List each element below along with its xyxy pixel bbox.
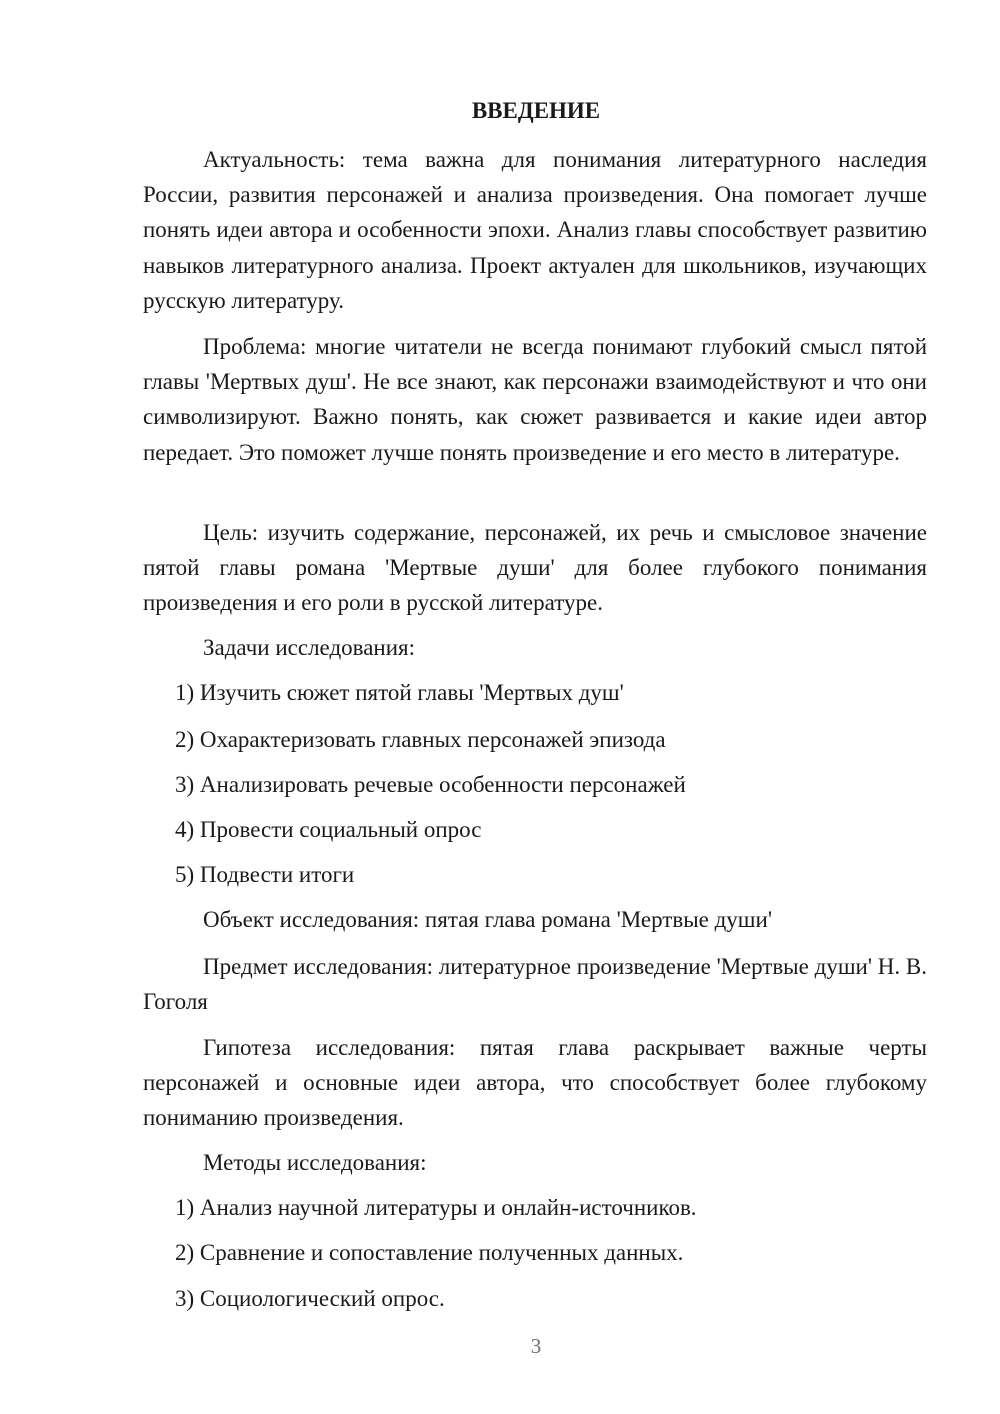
paragraph-subject: Предмет исследования: литературное произведение 'Мертвые души' Н. В. Гоголя <box>143 954 927 1015</box>
paragraph-goal: Цель: изучить содержание, персонажей, их речь и смысловое значение пятой главы романа 'Мертвые души' для более глубокого понимания произведения и его роли в русской литературе. <box>143 520 927 616</box>
method-item-2: 2) Сравнение и сопоставление полученных данных. <box>175 1240 684 1265</box>
method-item-1: 1) Анализ научной литературы и онлайн-источников. <box>175 1195 697 1220</box>
paragraph-problem: Проблема: многие читатели не всегда понимают глубокий смысл пятой главы 'Мертвых душ'. Не все знают, как персонажи взаимодействуют и что они символизируют. Важно понять, как сюжет развивается и какие идеи автор передает. Это поможет лучше понять произведение и его место в литературе. <box>143 334 927 465</box>
paragraph-hypothesis: Гипотеза исследования: пятая глава раскрывает важные черты персонажей и основные идеи автора, что способствует более глубокому пониманию произведения. <box>143 1035 927 1131</box>
task-item-3: 3) Анализировать речевые особенности персонажей <box>175 772 686 797</box>
methods-title: Методы исследования: <box>203 1150 427 1175</box>
tasks-title: Задачи исследования: <box>203 635 416 660</box>
task-item-2: 2) Охарактеризовать главных персонажей эпизода <box>175 727 666 752</box>
paragraph-relevance: Актуальность: тема важна для понимания литературного наследия России, развития персонажей и анализа произведения. Она помогает лучше понять идеи автора и особенности эпохи. Анализ главы способствует развитию навыков литературного анализа. Проект актуален для школьников, изучающих русскую литературу. <box>143 147 927 313</box>
task-item-4: 4) Провести социальный опрос <box>175 817 482 842</box>
section-heading: ВВЕДЕНИЕ <box>471 98 601 123</box>
research-object: Объект исследования: пятая глава романа 'Мертвые души' <box>203 907 772 932</box>
method-item-3: 3) Социологический опрос. <box>175 1286 445 1311</box>
task-item-5: 5) Подвести итоги <box>175 862 355 887</box>
task-item-1: 1) Изучить сюжет пятой главы 'Мертвых душ' <box>175 680 624 705</box>
page-number: 3 <box>530 1334 542 1358</box>
